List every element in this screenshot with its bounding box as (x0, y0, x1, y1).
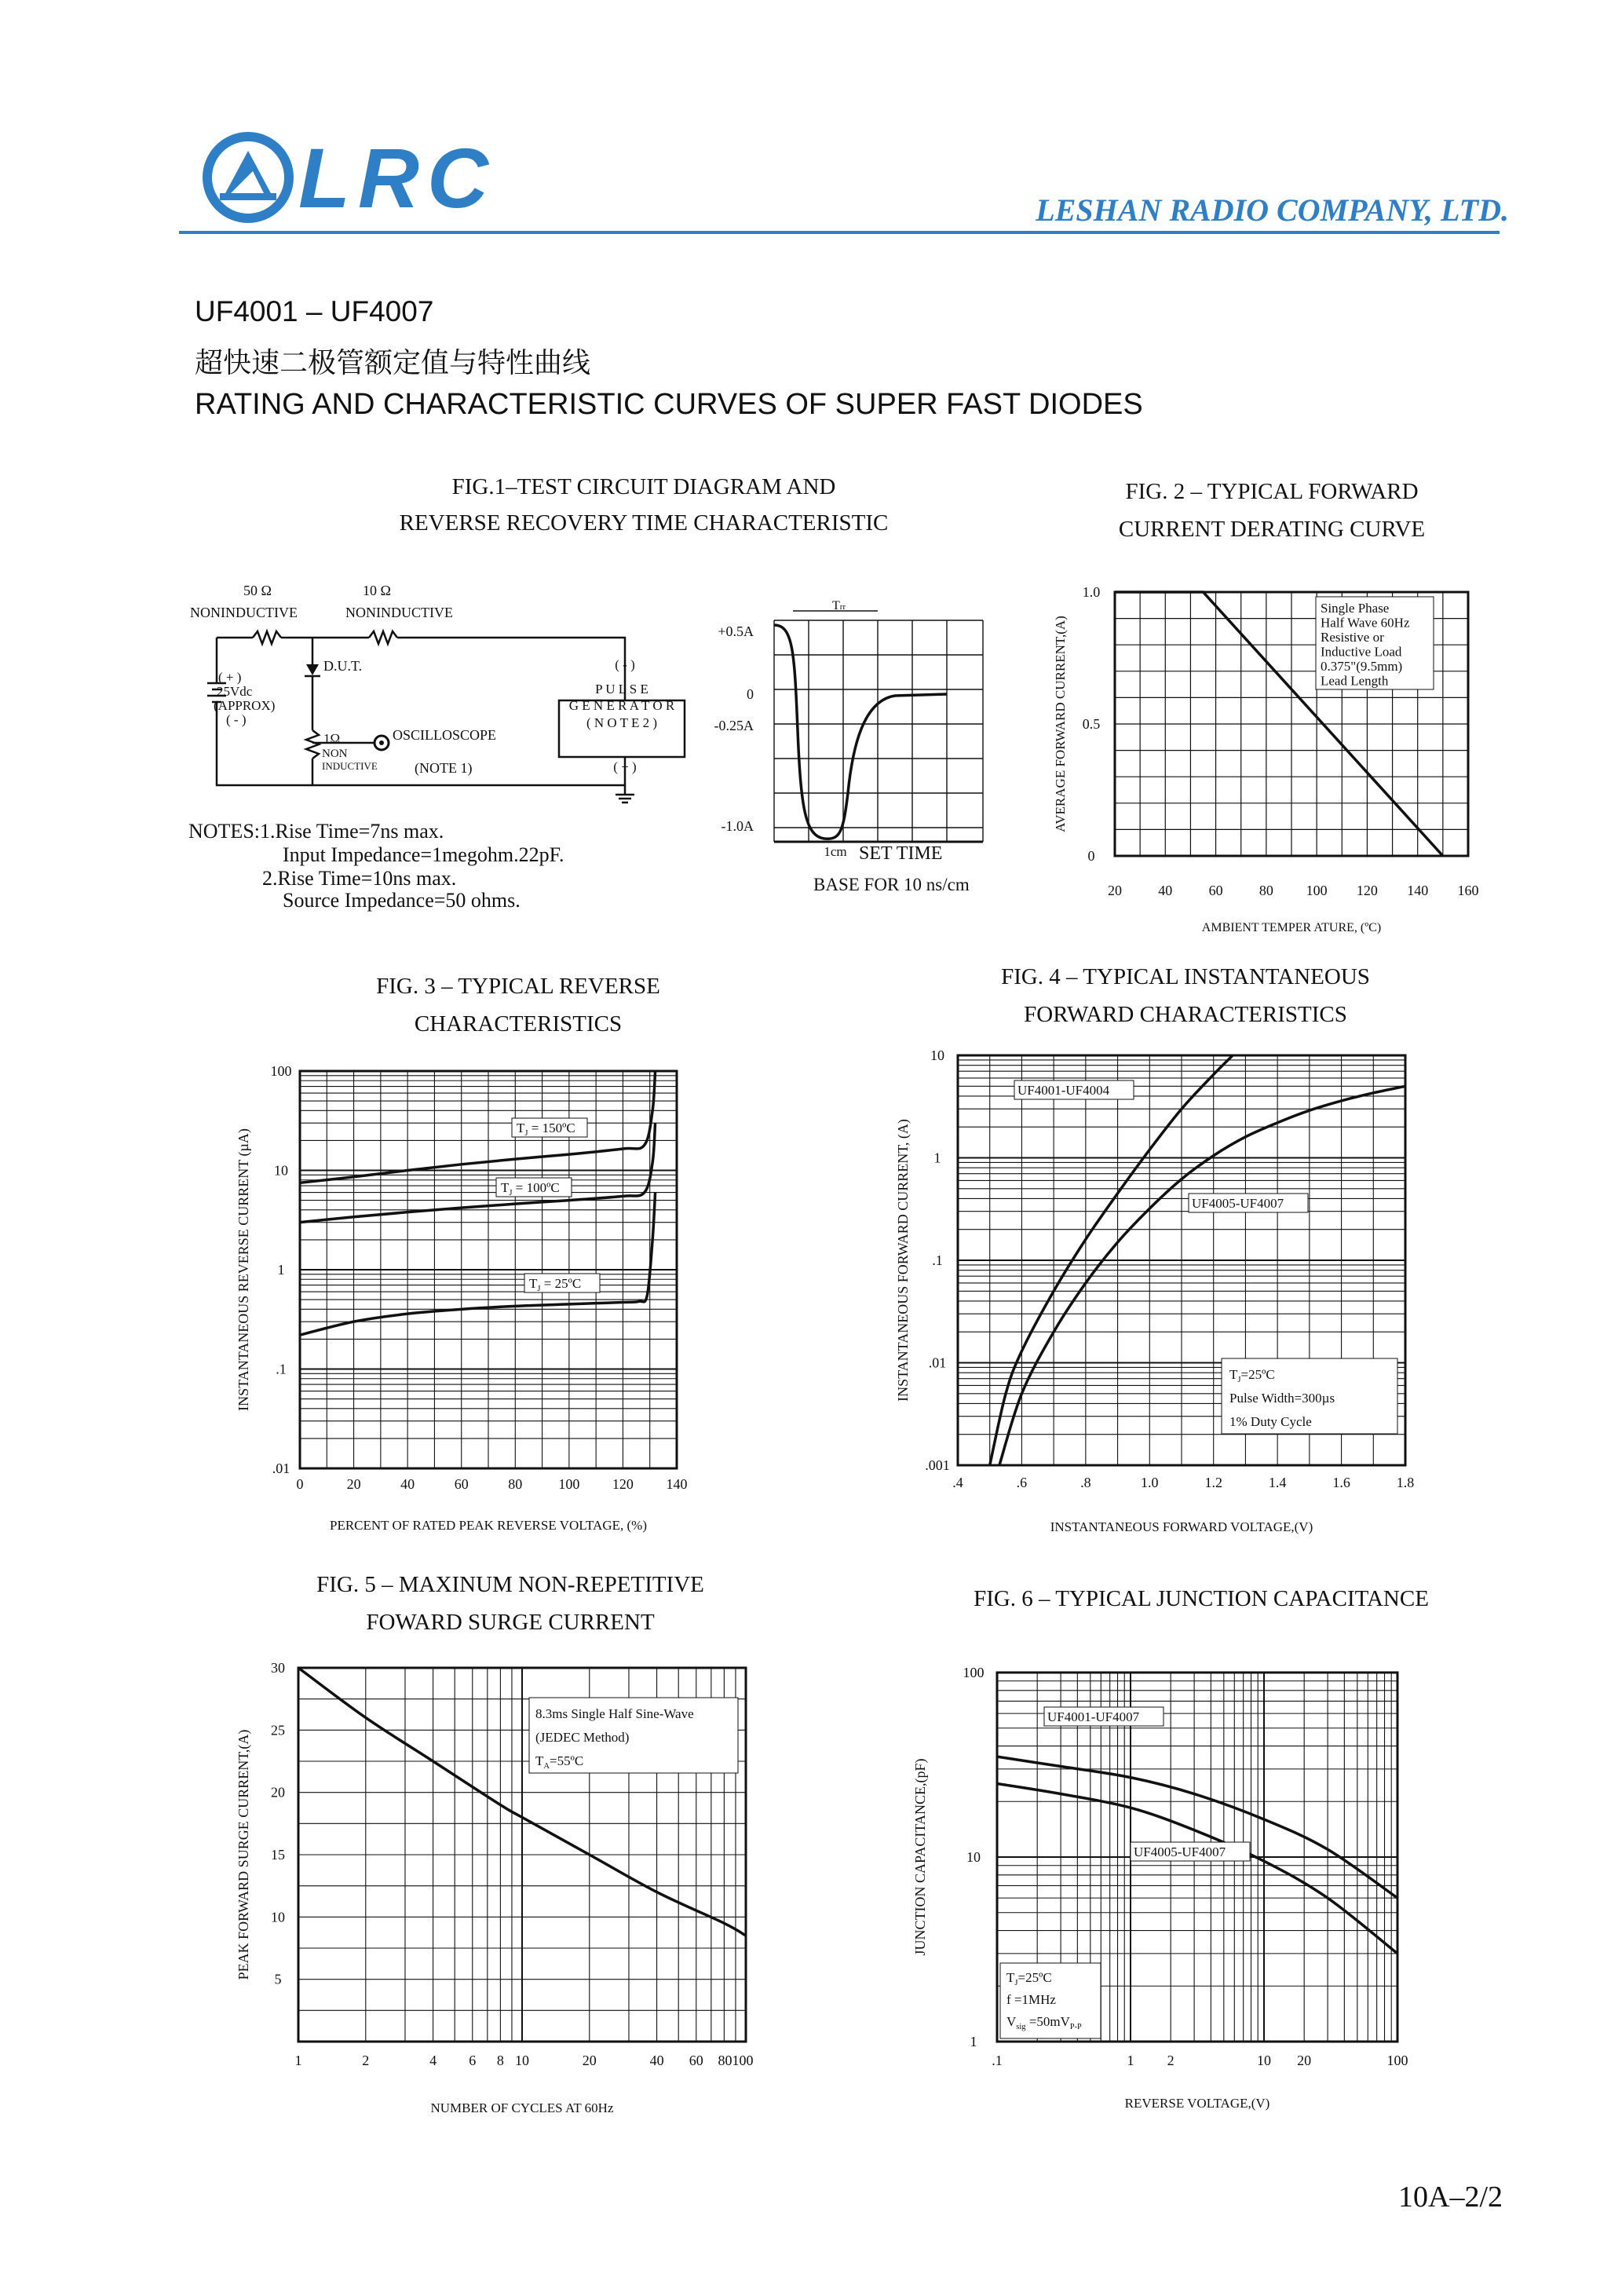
fig6-y-tick: 100 (963, 1665, 985, 1680)
fig3-x-tick: 0 (296, 1476, 304, 1492)
fig3-x-tick: 80 (508, 1476, 523, 1492)
fig2-x-tick: 20 (1108, 883, 1122, 898)
fig2-x-label: AMBIENT TEMPER ATURE, (ºC) (1201, 921, 1382, 934)
fig6-legend-line: f =1MHz (1006, 1992, 1056, 2007)
wave-label-neg025: -0.25A (714, 718, 754, 733)
fig3-x-tick: 140 (666, 1476, 688, 1492)
fig1-notes-1: NOTES:1.Rise Time=7ns max. (188, 820, 444, 843)
pulse-minus: ( - ) (615, 657, 635, 672)
lrc-logo-emblem-icon (201, 130, 295, 225)
supply-approx: (APPROX) (214, 698, 276, 713)
fig4-x-tick: .8 (1080, 1475, 1091, 1490)
reverse-recovery-curve (774, 625, 947, 839)
fig2-y-label: AVERAGE FORWARD CURRENT,(A) (1053, 616, 1068, 832)
fig5-x-tick: 20 (582, 2053, 597, 2068)
fig2-annotation-line: Half Wave 60Hz (1321, 615, 1410, 631)
fig3-series-label: $T_J$ = 100ºC (501, 1180, 560, 1197)
fig2-x-tick: 80 (1259, 883, 1273, 898)
fig5-y-tick: 20 (271, 1784, 285, 1801)
fig6-series-label: UF4001-UF4007 (1047, 1709, 1140, 1724)
fig3-x-tick: 20 (346, 1476, 361, 1492)
fig3-series-0 (300, 1071, 656, 1183)
fig5-x-tick: 2 (362, 2053, 370, 2068)
fig3-x-tick: 60 (454, 1476, 469, 1492)
fig4-x-tick: 1.2 (1204, 1475, 1222, 1490)
fig4-y-tick: .01 (928, 1355, 947, 1371)
fig4-y-tick: 10 (930, 1047, 944, 1063)
fig5-x-tick: 4 (429, 2053, 437, 2068)
fig2-annotation-line: Lead Length (1321, 673, 1389, 689)
page-number: 10A–2/2 (1398, 2181, 1503, 2214)
fig5-annotation-line: 8.3ms Single Half Sine-Wave (535, 1706, 694, 1721)
fig3-caption-1: FIG. 3 – TYPICAL REVERSE (376, 974, 660, 999)
fig4-caption-2: FORWARD CHARACTERISTICS (1024, 1002, 1347, 1027)
fig1-waveform (707, 597, 1021, 911)
fig1-notes-2: Input Impedance=1megohm.22pF. (283, 843, 564, 866)
fig5-x-tick: 40 (649, 2053, 664, 2068)
fig3-x-tick: 40 (400, 1476, 415, 1492)
fig3-y-tick: .01 (272, 1461, 290, 1476)
wave-label-pos: +0.5A (718, 623, 754, 639)
header-rule (179, 231, 1500, 234)
fig6-x-tick: 20 (1297, 2053, 1312, 2068)
fig1-test-circuit (181, 573, 699, 832)
trr-label: Trr (832, 599, 846, 612)
r2-value: 10 Ω (363, 583, 391, 598)
fig6-y-tick: 10 (966, 1849, 981, 1865)
fig4-legend-line: $T_J=25ºC$ (1229, 1367, 1275, 1384)
fig2-annotation-line: Inductive Load (1321, 644, 1402, 660)
r1-value: 50 Ω (243, 583, 272, 598)
fig3-x-tick: 100 (558, 1476, 580, 1492)
fig5-annotation-line: $T_A=55ºC$ (535, 1753, 584, 1771)
fig3-y-tick: 10 (274, 1162, 288, 1179)
fig6-x-tick: 100 (1386, 2053, 1408, 2068)
fig4-y-tick: .001 (925, 1457, 950, 1473)
fig5-x-tick: 6 (469, 2053, 477, 2068)
title-chinese: 超快速二极管额定值与特性曲线 (195, 347, 591, 379)
fig5-y-tick: 15 (271, 1847, 285, 1863)
fig1-notes-3: 2.Rise Time=10ns max. (262, 867, 457, 890)
r1-type: NONINDUCTIVE (190, 605, 298, 620)
fig4-series-label: UF4001-UF4004 (1017, 1083, 1110, 1098)
fig6-y-tick: 1 (970, 2034, 977, 2049)
fig6-x-tick: 2 (1167, 2053, 1174, 2068)
fig2-x-tick: 140 (1407, 883, 1429, 898)
fig4-y-tick: 1 (933, 1150, 941, 1166)
fig5-x-tick: 1 (294, 2053, 302, 2068)
dut-label: D.U.T. (323, 658, 363, 674)
fig2-annotation-line: 0.375"(9.5mm) (1321, 659, 1403, 674)
fig6-x-label: REVERSE VOLTAGE,(V) (1124, 2096, 1270, 2111)
fig2-derating-chart (1044, 573, 1515, 942)
title-english: RATING AND CHARACTERISTIC CURVES OF SUPER FAST DIODES (195, 388, 1143, 421)
fig6-capacitance-chart (895, 1641, 1460, 2112)
fig6-y-label: JUNCTION CAPACITANCE,(pF) (912, 1758, 928, 1956)
fig4-y-label: INSTANTANEOUS FORWARD CURRENT, (A) (895, 1119, 911, 1402)
r3-value: 1Ω (323, 731, 341, 746)
fig6-legend-line: $T_J=25ºC$ (1006, 1970, 1052, 1987)
fig4-x-tick: 1.6 (1332, 1475, 1350, 1490)
fig5-x-tick: 60 (689, 2053, 703, 2068)
fig6-series-0 (997, 1757, 1397, 1898)
fig3-y-label: INSTANTANEOUS REVERSE CURRENT (µA) (236, 1128, 251, 1411)
fig1-caption-1: FIG.1–TEST CIRCUIT DIAGRAM AND (451, 474, 836, 499)
fig3-x-tick: 120 (612, 1476, 634, 1492)
fig4-legend-line: 1% Duty Cycle (1229, 1414, 1312, 1429)
supply-minus: ( - ) (226, 712, 247, 727)
fig6-series-1 (997, 1783, 1397, 1953)
fig2-x-tick: 40 (1158, 883, 1173, 898)
fig5-y-tick: 5 (274, 1971, 282, 1987)
pulse-label-1: P U L S E (595, 682, 648, 696)
fig3-y-tick: 1 (277, 1262, 285, 1278)
fig3-series-2 (300, 1193, 656, 1336)
fig5-caption-2: FOWARD SURGE CURRENT (366, 1610, 655, 1635)
fig1-notes-4: Source Impedance=50 ohms. (283, 889, 521, 912)
wave-label-neg1: -1.0A (721, 818, 754, 834)
supply-voltage: 25Vdc (217, 684, 253, 699)
fig2-x-tick: 60 (1208, 883, 1223, 898)
pulse-label-3: ( N O T E 2 ) (586, 715, 658, 730)
r2-type: NONINDUCTIVE (345, 605, 453, 620)
fig5-y-tick: 10 (271, 1909, 285, 1925)
pulse-plus: ( + ) (613, 759, 637, 774)
fig6-caption: FIG. 6 – TYPICAL JUNCTION CAPACITANCE (974, 1586, 1429, 1611)
fig4-caption-1: FIG. 4 – TYPICAL INSTANTANEOUS (1001, 964, 1370, 989)
fig2-y-tick: 0 (1087, 848, 1095, 864)
part-range: UF4001 – UF4007 (195, 295, 434, 327)
fig4-x-tick: 1.4 (1268, 1475, 1287, 1490)
fig5-y-label: PEAK FORWARD SURGE CURRENT,(A) (236, 1729, 251, 1980)
fig5-annotation-line: (JEDEC Method) (535, 1730, 630, 1745)
fig3-caption-2: CHARACTERISTICS (414, 1011, 623, 1036)
r3-type-1: NON (322, 748, 348, 760)
set-time-label: SET TIME (859, 843, 943, 864)
fig4-x-tick: 1.0 (1141, 1475, 1159, 1490)
pulse-label-2: G E N E R A T O R (568, 698, 675, 713)
fig5-caption-1: FIG. 5 – MAXINUM NON-REPETITIVE (316, 1572, 704, 1597)
fig4-forward-chart (879, 1036, 1437, 1547)
wave-label-zero: 0 (747, 686, 754, 702)
fig3-series-1 (300, 1123, 656, 1223)
fig5-surge-chart (228, 1649, 793, 2120)
fig2-x-tick: 120 (1356, 883, 1378, 898)
supply-plus: ( + ) (218, 670, 242, 685)
fig2-caption-1: FIG. 2 – TYPICAL FORWARD (1125, 479, 1419, 504)
fig4-x-label: INSTANTANEOUS FORWARD VOLTAGE,(V) (1050, 1519, 1313, 1534)
fig2-annotation-line: Single Phase (1321, 601, 1390, 616)
fig3-y-tick: 100 (270, 1063, 292, 1079)
fig2-caption-2: CURRENT DERATING CURVE (1118, 517, 1426, 542)
fig5-y-tick: 25 (271, 1722, 285, 1738)
fig2-x-tick: 100 (1306, 883, 1328, 898)
onecm-label: 1cm (824, 844, 847, 859)
fig3-x-label: PERCENT OF RATED PEAK REVERSE VOLTAGE, (%) (330, 1518, 647, 1533)
dut-diode-icon (306, 664, 319, 675)
fig6-x-tick: 10 (1257, 2053, 1271, 2068)
fig2-y-tick: 0.5 (1082, 716, 1101, 732)
fig3-series-label: $T_J$ = 25ºC (529, 1276, 582, 1293)
fig4-x-tick: 1.8 (1396, 1475, 1415, 1490)
fig6-series-label: UF4005-UF4007 (1134, 1844, 1226, 1859)
base-label: BASE FOR 10 ns/cm (813, 875, 970, 894)
fig4-x-tick: .6 (1016, 1475, 1028, 1490)
fig5-x-tick: 8 (496, 2053, 504, 2068)
fig6-legend-line: $V_{sig} =50mV_{P-P}$ (1006, 2014, 1082, 2031)
fig5-x-tick: 10 (515, 2053, 529, 2068)
fig2-x-tick: 160 (1457, 883, 1479, 898)
fig2-y-tick: 1.0 (1082, 584, 1101, 600)
fig3-y-tick: .1 (276, 1361, 287, 1377)
fig2-annotation-line: Resistive or (1321, 630, 1384, 645)
fig4-y-tick: .1 (932, 1252, 943, 1268)
fig4-legend-line: Pulse Width=300µs (1229, 1391, 1335, 1406)
fig5-x-label: NUMBER OF CYCLES AT 60Hz (430, 2100, 614, 2115)
fig3-series-label: $T_J$ = 150ºC (517, 1121, 575, 1138)
oscilloscope-label: OSCILLOSCOPE (393, 727, 497, 743)
logo-text: LRC (298, 130, 496, 225)
fig6-x-tick: .1 (992, 2053, 1003, 2068)
oscilloscope-note: (NOTE 1) (415, 760, 473, 776)
fig1-caption-2: REVERSE RECOVERY TIME CHARACTERISTIC (399, 510, 889, 536)
r3-type-2: INDUCTIVE (322, 760, 378, 772)
fig3-reverse-chart (228, 1052, 746, 1539)
fig5-x-tick: 80100 (718, 2053, 754, 2068)
fig4-x-tick: .4 (952, 1475, 963, 1490)
fig6-x-tick: 1 (1127, 2053, 1134, 2068)
company-name: LESHAN RADIO COMPANY, LTD. (1036, 192, 1509, 228)
fig5-y-tick: 30 (271, 1660, 285, 1676)
fig4-series-label: UF4005-UF4007 (1192, 1196, 1284, 1211)
